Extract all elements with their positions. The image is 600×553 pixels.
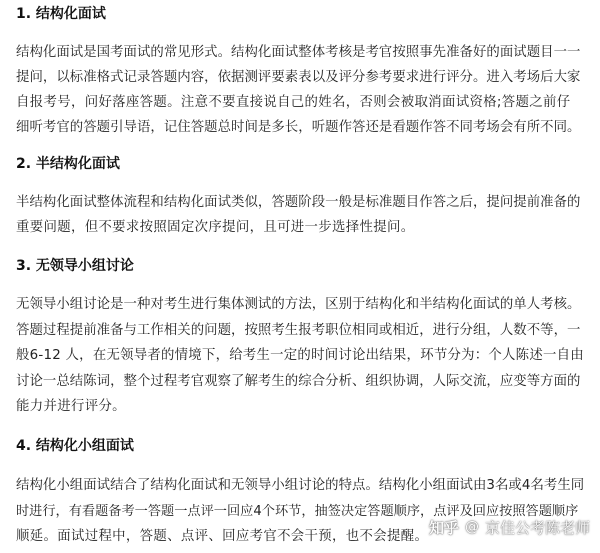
section-1-line-3: 自报考号，问好落座答题。注意不要直接说自己的姓名，否则会被取消面试资格;答题之前仔	[16, 95, 571, 110]
section-4-line-1: 结构化小组面试结合了结构化面试和无领导小组讨论的特点。结构化小组面试由3名或4名考生同	[16, 478, 585, 493]
watermark-at-icon: @	[464, 519, 479, 535]
section-3-heading: 3. 无领导小组讨论	[16, 258, 134, 274]
section-3-line-4: 讨论一总结陈词，整个过程考官观察了解考生的综合分析、组织协调，人际交流，应变等方面的	[16, 374, 581, 389]
section-1-line-4: 细听考官的答题引导语，记住答题总时间是多长，听题作答还是看题作答不同考场会有所不同。	[16, 120, 581, 135]
zhihu-watermark	[429, 516, 590, 538]
watermark-author: 京佳公考陈老师	[484, 518, 590, 537]
section-2-line-1: 半结构化面试整体流程和结构化面试类似，答题阶段一般是标准题目作答之后，提问提前准备的	[16, 195, 581, 210]
section-4-line-2: 时进行，有看题备考一答题一点评一回应4个环节，抽签决定答题顺序，点评及回应按照答题顺序	[16, 504, 579, 519]
section-3-line-1: 无领导小组讨论是一种对考生进行集体测试的方法，区别于结构化和半结构化面试的单人考核。	[16, 297, 581, 312]
watermark-brand: 知乎	[428, 518, 459, 537]
section-1-line-2: 提问，以标准格式记录答题内容，依据测评要素表以及评分参考要求进行评分。进入考场后大家	[16, 70, 581, 85]
section-3-line-5: 能力并进行评分。	[16, 399, 126, 414]
section-3-line-3: 般6-12 人，在无领导者的情境下，给考生一定的时间讨论出结果，环节分为：个人陈述一自由	[16, 348, 584, 363]
section-3-line-2: 答题过程提前准备与工作相关的问题，按照考生报考职位相同或相近，进行分组，人数不等，一	[16, 323, 581, 338]
section-2-heading: 2. 半结构化面试	[16, 156, 120, 172]
section-1-heading: 1. 结构化面试	[16, 6, 106, 22]
section-4-line-3: 顺延。面试过程中，答题、点评、回应考官不会干预，也不会提醒。	[16, 529, 429, 544]
section-4-heading: 4. 结构化小组面试	[16, 438, 134, 454]
section-2-line-2: 重要问题，但不要求按照固定次序提问，且可进一步选择性提问。	[16, 220, 415, 235]
section-1-line-1: 结构化面试是国考面试的常见形式。结构化面试整体考核是考官按照事先准备好的面试题目一一	[16, 45, 581, 60]
